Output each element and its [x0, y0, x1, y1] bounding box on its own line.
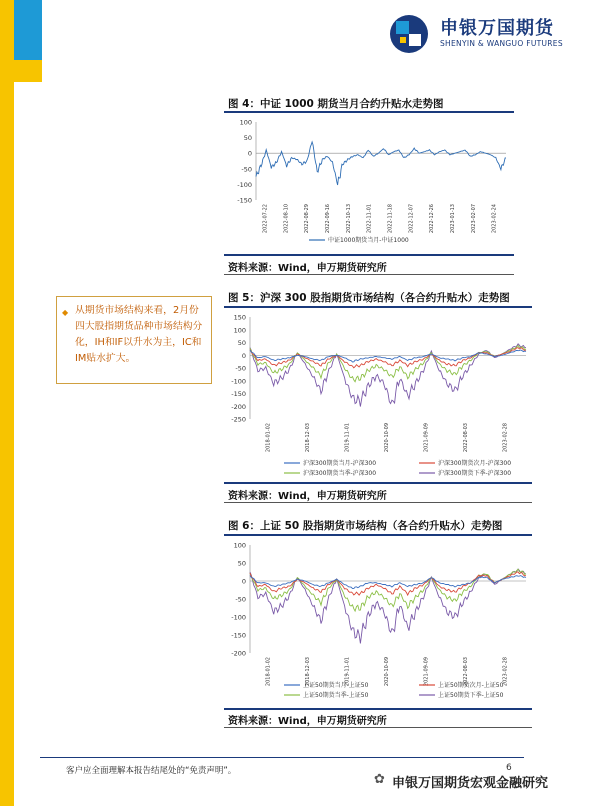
x-tick-label: 2020-10-09 — [384, 657, 390, 687]
figure-6-caption: 图 6：上证 50 股指期货市场结构（各合约升贴水）走势图 — [228, 520, 503, 532]
figure-4-chart — [224, 114, 514, 252]
figure-5-chart — [224, 309, 532, 481]
figure-5-top-rule — [224, 306, 532, 308]
brand-name-cn: 申银万国期货 — [440, 18, 554, 39]
legend-label: 沪深300期货当季-沪深300 — [303, 470, 377, 477]
x-tick-label: 2022-09-16 — [324, 204, 331, 234]
side-band-yellow — [0, 0, 14, 806]
y-tick-label: 150 — [233, 313, 246, 322]
x-tick-label: 2023-01-13 — [449, 204, 456, 234]
figure-4-source: 资料来源：Wind，申万期货研究所 — [228, 263, 387, 274]
y-tick-label: -50 — [235, 364, 246, 373]
y-tick-label: -50 — [235, 595, 246, 604]
figure-4-top-rule — [224, 111, 514, 113]
y-tick-label: 50 — [237, 339, 246, 347]
y-tick-label: 0 — [241, 351, 246, 360]
x-tick-label: 2018-01-02 — [265, 657, 272, 687]
x-tick-label: 2021-09-09 — [423, 423, 430, 453]
market-structure-callout — [56, 296, 212, 384]
x-tick-label: 2018-12-03 — [305, 423, 312, 453]
y-tick-label: -100 — [231, 613, 246, 622]
x-tick-label: 2022-12-07 — [408, 204, 415, 234]
figure-6-source-rule — [224, 727, 532, 728]
figure-4-bottom-rule — [224, 254, 514, 256]
x-tick-label: 2022-11-01 — [366, 204, 373, 234]
x-tick-label: 2022-08-03 — [462, 657, 469, 687]
x-tick-label: 2018-01-02 — [265, 423, 272, 453]
x-tick-label: 2022-08-29 — [304, 204, 311, 234]
series-line — [250, 576, 526, 589]
series-line — [250, 572, 526, 595]
figure-6-top-rule — [224, 534, 532, 536]
x-tick-label: 2022-11-18 — [387, 204, 394, 234]
figure-4-source-rule — [224, 274, 514, 275]
y-tick-label: -50 — [241, 165, 252, 174]
x-tick-label: 2022-08-10 — [283, 204, 290, 234]
y-tick-label: 0 — [247, 149, 252, 158]
x-tick-label: 2018-12-03 — [305, 657, 312, 687]
brand-name-en: SHENYIN & WANGUO FUTURES — [440, 39, 563, 48]
legend-label: 上证50期货当月-上证50 — [303, 682, 369, 689]
side-band-yellow-2 — [14, 60, 42, 82]
y-tick-label: 100 — [233, 541, 246, 550]
x-tick-label: 2022-12-26 — [429, 204, 436, 234]
legend-label: 上证50期货当季-上证50 — [303, 692, 369, 699]
y-tick-label: -100 — [237, 180, 252, 189]
legend-label: 沪深300期货当月-沪深300 — [303, 460, 377, 467]
y-tick-label: 50 — [243, 134, 252, 143]
legend-label: 沪深300期货下季-沪深300 — [438, 470, 512, 477]
x-tick-label: 2022-10-13 — [345, 204, 352, 234]
page-number: 6 — [506, 763, 512, 773]
series-line — [250, 569, 526, 643]
figure-6-chart — [224, 537, 532, 707]
x-tick-label: 2023-02-28 — [502, 423, 509, 453]
x-tick-label: 2023-02-28 — [502, 657, 509, 687]
y-tick-label: 100 — [239, 118, 252, 127]
y-tick-label: -100 — [231, 377, 246, 386]
legend-label: 中证1000期货当月-中证1000 — [328, 237, 409, 244]
figure-6-source: 资料来源：Wind，申万期货研究所 — [228, 716, 387, 727]
y-tick-label: -150 — [237, 196, 252, 205]
y-tick-label: -200 — [231, 649, 246, 658]
figure-4-caption: 图 4：中证 1000 期货当月合约升贴水走势图 — [228, 98, 444, 110]
figure-5-source-rule — [224, 502, 532, 503]
x-tick-label: 2021-09-09 — [423, 657, 430, 687]
wechat-account-name: 申银万国期货宏观金融研究 — [392, 776, 549, 791]
y-tick-label: -150 — [231, 631, 246, 640]
x-tick-label: 2023-02-24 — [491, 204, 498, 234]
x-tick-label: 2022-07-22 — [262, 204, 269, 234]
diamond-bullet-icon: ◆ — [62, 308, 69, 317]
y-tick-label: -200 — [231, 402, 246, 411]
figure-6-bottom-rule — [224, 708, 532, 710]
legend-label: 上证50期货下季-上证50 — [438, 692, 504, 699]
figure-5-bottom-rule — [224, 482, 532, 484]
footer-disclaimer: 客户应全面理解本报告结尾处的“免责声明”。 — [66, 766, 237, 776]
y-tick-label: 50 — [237, 559, 246, 568]
y-tick-label: -150 — [231, 390, 246, 398]
x-tick-label: 2022-08-03 — [462, 423, 469, 453]
x-tick-label: 2023-02-07 — [470, 204, 477, 234]
side-band-blue — [14, 0, 42, 60]
callout-text: 从期货市场结构来看，2月份四大股指期货品种市场结构分化，IH和IF以升水为主，IC和IM贴水扩大。 — [75, 305, 203, 364]
series-line — [256, 142, 506, 185]
x-tick-label: 2019-11-01 — [344, 423, 351, 453]
legend-label: 上证50期货次月-上证50 — [438, 682, 504, 689]
y-tick-label: 0 — [241, 577, 246, 586]
figure-5-caption: 图 5：沪深 300 股指期货市场结构（各合约升贴水）走势图 — [228, 292, 510, 304]
x-tick-label: 2020-10-09 — [384, 423, 390, 453]
y-tick-label: 100 — [233, 326, 246, 335]
x-tick-label: 2019-11-01 — [344, 657, 351, 687]
company-logo-icon — [388, 13, 432, 55]
footer-rule — [40, 757, 524, 758]
legend-label: 沪深300期货次月-沪深300 — [438, 460, 512, 467]
y-tick-label: -250 — [231, 415, 246, 424]
wechat-icon: ✿ — [374, 772, 385, 787]
figure-5-source: 资料来源：Wind，申万期货研究所 — [228, 491, 387, 502]
